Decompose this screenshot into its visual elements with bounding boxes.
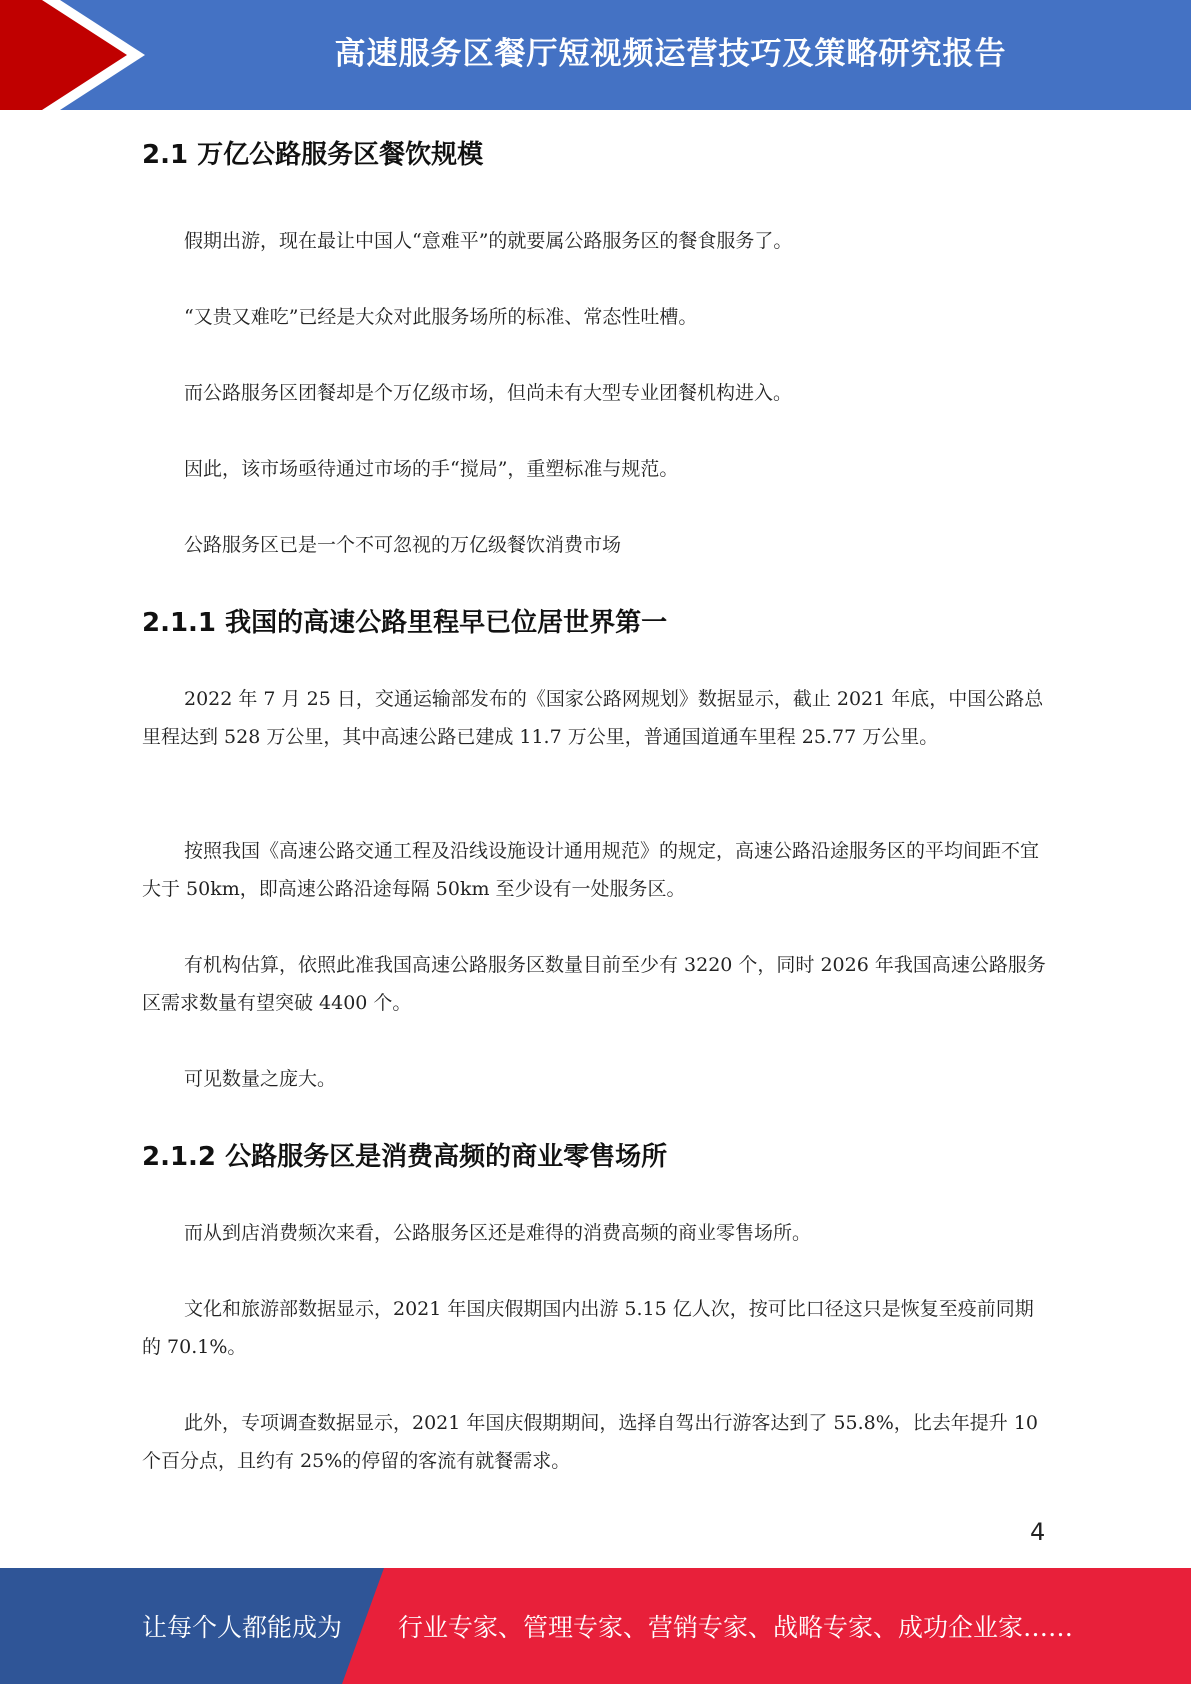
paragraph: 公路服务区已是一个不可忽视的万亿级餐饮消费市场 [184,534,622,556]
paragraph: “又贵又难吃”已经是大众对此服务场所的标准、常态性吐槽。 [184,306,698,328]
paragraph: 此外，专项调查数据显示，2021 年国庆假期期间，选择自驾出行游客达到了 55.8%，比去年提升 10 个百分点，且约有 25%的停留的客流有就餐需求。 [142,1412,1039,1472]
page-number: 4 [1030,1518,1046,1546]
subsection-heading: 2.1.1 我国的高速公路里程早已位居世界第一 [142,608,668,638]
paragraph: 按照我国《高速公路交通工程及沿线设施设计通用规范》的规定，高速公路沿途服务区的平均间距不宜大于 50km，即高速公路沿途每隔 50km 至少设有一处服务区。 [142,840,1040,900]
footer-slogan-right: 行业专家、管理专家、营销专家、战略专家、成功企业家…… [398,1613,1074,1642]
page-header [0,0,1191,110]
paragraph: 而公路服务区团餐却是个万亿级市场，但尚未有大型专业团餐机构进入。 [184,382,793,404]
paragraph: 文化和旅游部数据显示，2021 年国庆假期国内出游 5.15 亿人次，按可比口径这只是恢复至疫前同期的 70.1%。 [142,1298,1034,1358]
footer-slogan-left: 让每个人都能成为 [142,1613,343,1642]
report-title: 高速服务区餐厅短视频运营技巧及策略研究报告 [334,35,1007,72]
paragraph: 而从到店消费频次来看，公路服务区还是难得的消费高频的商业零售场所。 [184,1222,812,1244]
paragraph: 有机构估算，依照此准我国高速公路服务区数量目前至少有 3220 个，同时 2026 年我国高速公路服务区需求数量有望突破 4400 个。 [142,954,1046,1014]
header-arrow-red [0,0,127,110]
paragraph: 假期出游，现在最让中国人“意难平”的就要属公路服务区的餐食服务了。 [184,230,793,252]
paragraph: 可见数量之庞大。 [184,1068,337,1090]
page-footer [0,1568,1191,1684]
section-heading: 2.1 万亿公路服务区餐饮规模 [142,140,484,170]
subsection-heading: 2.1.2 公路服务区是消费高频的商业零售场所 [142,1142,668,1172]
paragraph: 因此，该市场亟待通过市场的手“搅局”，重塑标准与规范。 [184,458,679,480]
paragraph: 2022 年 7 月 25 日，交通运输部发布的《国家公路网规划》数据显示，截止 2021 年底，中国公路总里程达到 528 万公里，其中高速公路已建成 11.7 万公里，普通国道通车里程 25.77 万公里。 [142,688,1044,748]
